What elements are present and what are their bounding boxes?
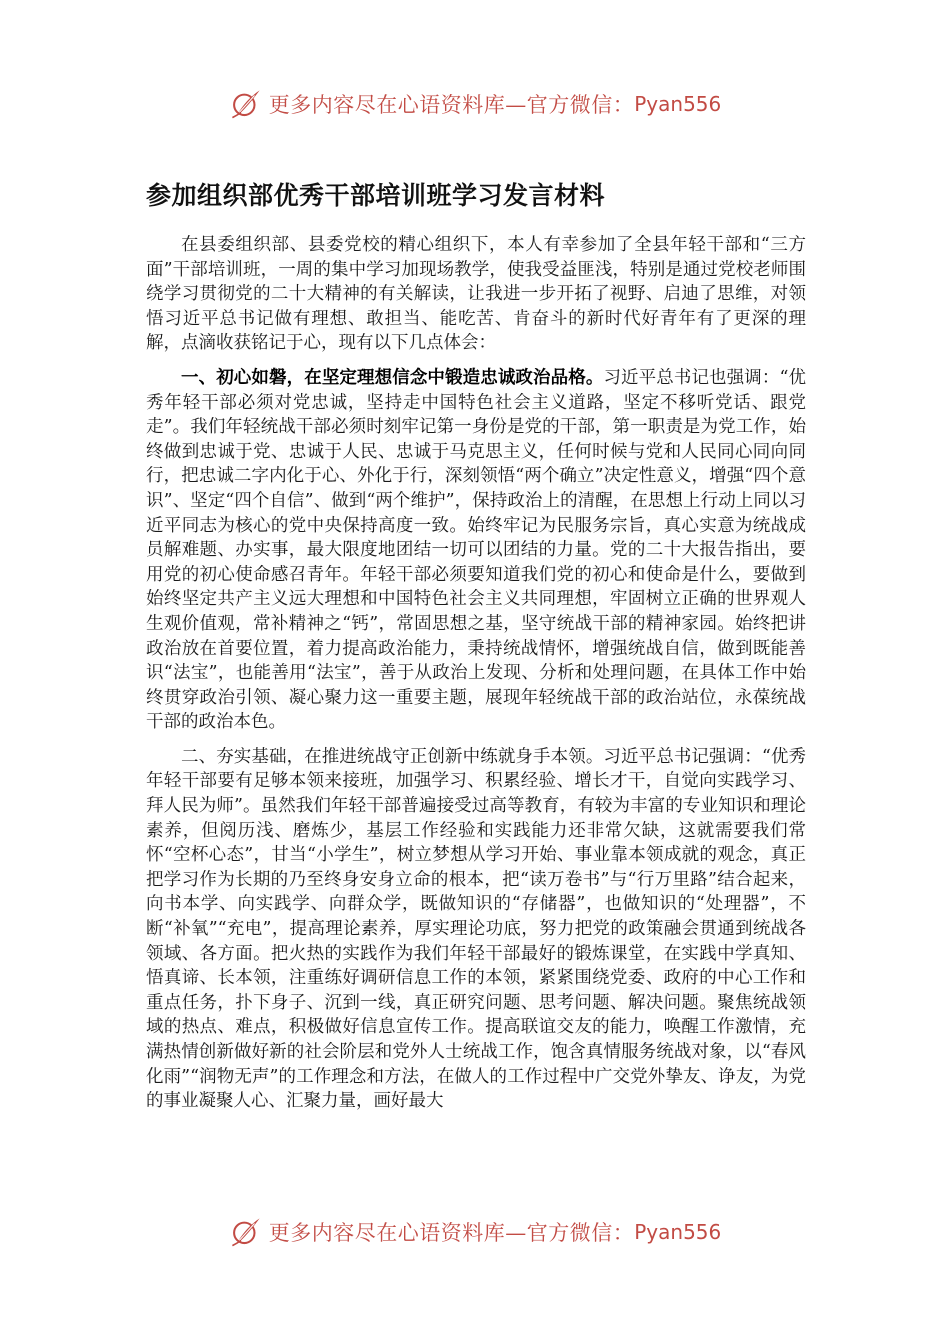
watermark-wechat-id: Pyan556 bbox=[634, 1220, 722, 1244]
watermark-banner-top bbox=[0, 84, 950, 124]
section-1-heading: 在坚定理想信念中锻造忠诚政治品格。 bbox=[304, 367, 604, 388]
feather-pen-logo-icon bbox=[229, 1215, 263, 1249]
watermark-text: 更多内容尽在心语资料库—官方微信： bbox=[268, 1221, 635, 1245]
watermark-banner-bottom bbox=[0, 1212, 950, 1252]
section-1-paragraph bbox=[146, 366, 806, 735]
watermark-text: 更多内容尽在心语资料库—官方微信： bbox=[268, 93, 635, 117]
watermark-wechat-id: Pyan556 bbox=[634, 92, 722, 116]
intro-paragraph: 在县委组织部、县委党校的精心组织下，本人有幸参加了全县年轻干部和“三方面”干部培训班，一周的集中学习加现场教学，使我受益匪浅，特别是通过党校老师围绕学习贯彻党的二十大精神的有关解读，让我进一步开拓了视野、启迪了思维，对领悟习近平总书记做有理想、敢担当、能吃苦、肯奋斗的新时代好青年有了更深的理解，点滴收获铭记于心，现有以下几点体会： bbox=[146, 235, 806, 354]
section-2-paragraph: 二、夯实基础，在推进统战守正创新中练就身手本领。习近平总书记强调：“优秀年轻干部要有足够本领来接班，加强学习、积累经验、增长才干，自觉向实践学习、拜人民为师”。虽然我们年轻干部普遍接受过高等教育，有较为丰富的专业知识和理论素养，但阅历浅、磨炼少，基层工作经验和实践能力还非常欠缺，这就需要我们常怀“空杯心态”，甘当“小学生”，树立梦想从学习开始、事业靠本领成就的观念，真正把学习作为长期的乃至终身安身立命的根本，把“读万卷书”与“行万里路”结合起来，向书本学、向实践学、向群众学，既做知识的“存储器”，也做知识的“处理器”，不断“补氧”“充电”，提高理论素养，厚实理论功底，努力把党的政策融会贯通到统战各领域、各方面。把火热的实践作为我们年轻干部最好的锻炼课堂，在实践中学真知、悟真谛、长本领，注重练好调研信息工作的本领，紧紧围绕党委、政府的中心工作和重点任务，扑下身子、沉到一线，真正研究问题、思考问题、解决问题。聚焦统战领域的热点、难点，积极做好信息宣传工作。提高联谊交友的能力，唤醒工作激情，充满热情创新做好新的社会阶层和党外人士统战工作，饱含真情服务统战对象，以“春风化雨”“润物无声”的工作理念和方法，在做人的工作过程中广交党外挚友、诤友，为党的事业凝聚人心、汇聚力量，画好最大 bbox=[146, 746, 806, 1112]
feather-pen-logo-icon bbox=[229, 87, 263, 121]
document-title: 参加组织部优秀干部培训班学习发言材料 bbox=[146, 181, 606, 210]
section-1-lead: 一、初心如磐， bbox=[181, 367, 305, 388]
section-1-body: 习近平总书记也强调：“优秀年轻干部必须对党忠诚，坚持走中国特色社会主义道路，坚定不移听党话、跟党走”。我们年轻统战干部必须时刻牢记第一身份是党的干部，第一职责是为党工作，始终做到忠诚于党、忠诚于人民、忠诚于马克思主义，任何时候与党和人民同心同向同行，把忠诚二字内化于心、外化于行，深刻领悟“两个确立”决定性意义，增强“四个意识”、坚定“四个自信”、做到“两个维护”，保持政治上的清醒，在思想上行动上同以习近平同志为核心的党中央保持高度一致。始终牢记为民服务宗旨，真心实意为统战成员解难题、办实事，最大限度地团结一切可以团结的力量。党的二十大报告指出，要用党的初心使命感召青年。年轻干部必须要知道我们党的初心和使命是什么，要做到始终坚定共产主义远大理想和中国特色社会主义共同理想，牢固树立正确的世界观人生观价值观，常补精神之“钙”，常固思想之基，坚守统战干部的精神家园。始终把讲政治放在首要位置，着力提高政治能力，秉持统战情怀，增强统战自信，做到既能善识“法宝”，也能善用“法宝”，善于从政治上发现、分析和处理问题，在具体工作中始终贯穿政治引领、凝心聚力这一重要主题，展现年轻统战干部的政治站位，永葆统战干部的政治本色。 bbox=[146, 367, 807, 733]
document-body bbox=[146, 233, 806, 1124]
